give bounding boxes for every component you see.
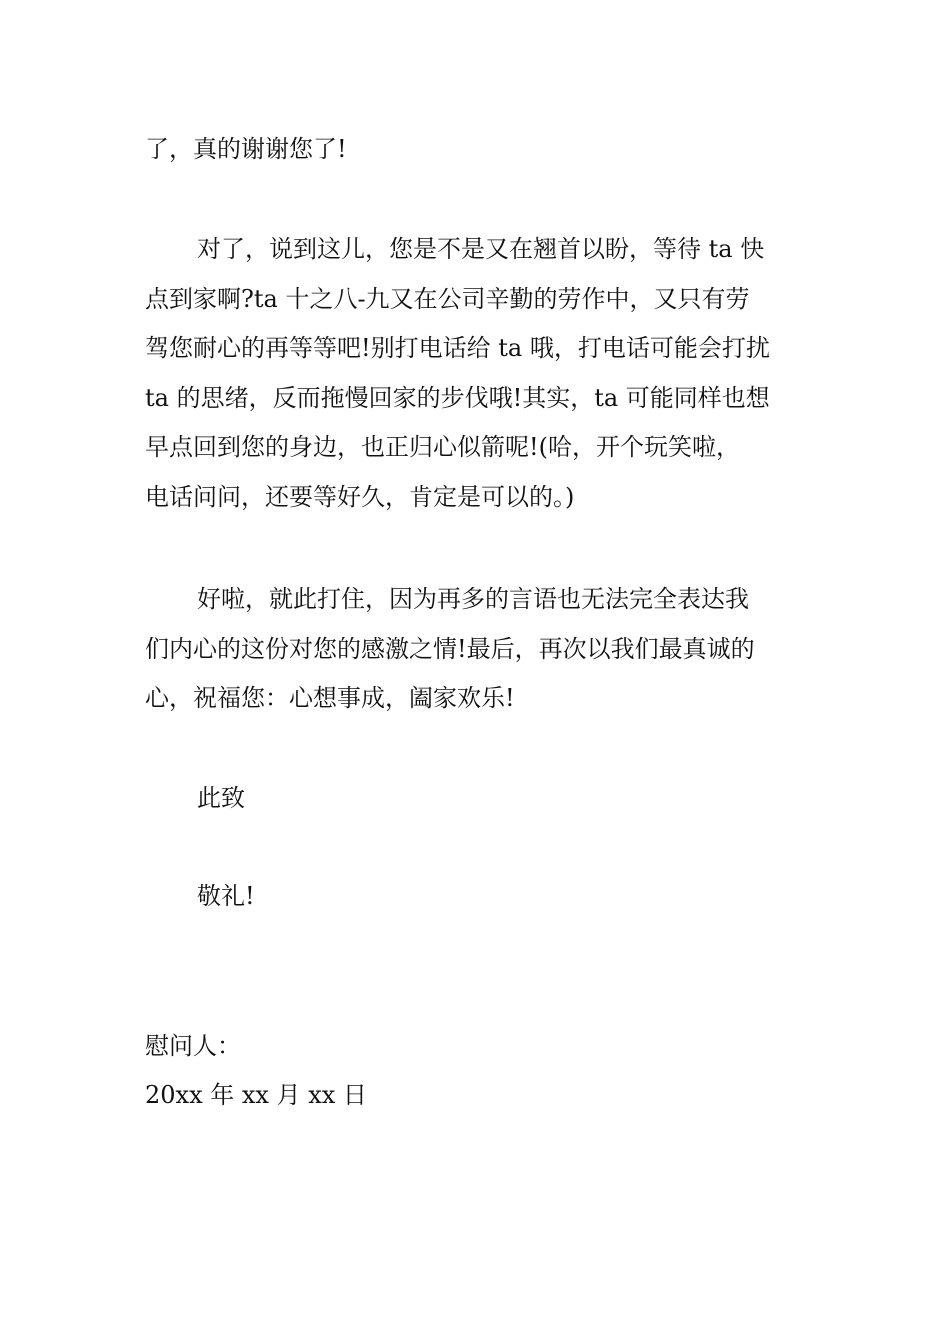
- paragraph-line: 驾您耐心的再等等吧!别打电话给 ta 哦，打电话可能会打扰: [145, 334, 770, 362]
- closing-line: 敬礼!: [197, 882, 255, 910]
- date-line: 20xx 年 xx 月 xx 日: [145, 1081, 367, 1109]
- paragraph-line: 电话问问，还要等好久，肯定是可以的。): [145, 482, 575, 511]
- paragraph-line: 对了，说到这儿，您是不是又在翘首以盼，等待 ta 快: [197, 235, 765, 263]
- paragraph-line: ta 的思绪，反而拖慢回家的步伐哦!其实，ta 可能同样也想: [145, 383, 770, 412]
- paragraph-line: 心，祝福您：心想事成，阖家欢乐!: [145, 684, 515, 712]
- closing-regards: [145, 872, 810, 922]
- signer-line: 慰问人：: [145, 1032, 241, 1060]
- paragraph-thanks-continuation: [145, 125, 810, 175]
- signer-label: [145, 1022, 810, 1072]
- paragraph-waiting: [145, 225, 810, 522]
- paragraph-line: 们内心的这份对您的感激之情!最后，再次以我们最真诚的: [145, 634, 755, 663]
- closing-salutation: [145, 774, 810, 824]
- closing-line: 此致: [197, 784, 245, 812]
- paragraph-line: 了，真的谢谢您了!: [145, 135, 347, 163]
- paragraph-line: 早点回到您的身边，也正归心似箭呢!(哈，开个玩笑啦，: [145, 433, 741, 461]
- letter-date: [145, 1071, 810, 1121]
- paragraph-line: 好啦，就此打住，因为再多的言语也无法完全表达我: [197, 585, 749, 613]
- paragraph-blessing: [145, 575, 810, 724]
- paragraph-line: 点到家啊?ta 十之八-九又在公司辛勤的劳作中，又只有劳: [145, 284, 750, 313]
